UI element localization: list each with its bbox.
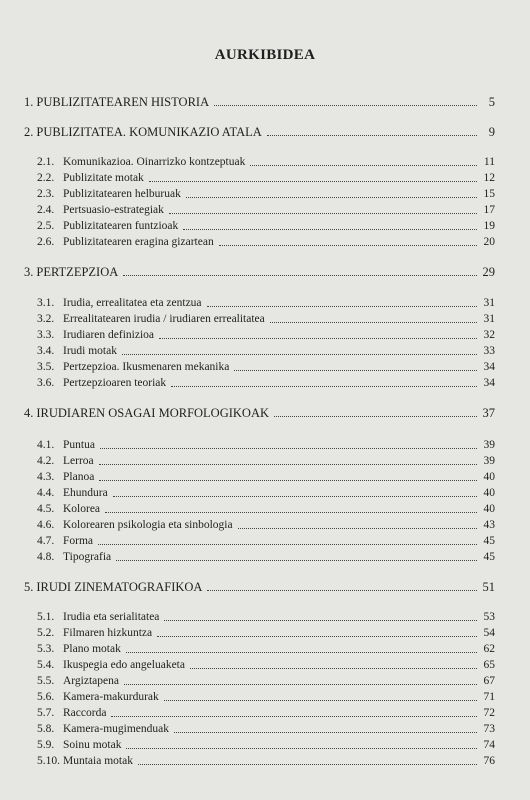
entry-number: 2.4.: [37, 204, 55, 216]
entry-title: Ikuspegia edo angeluaketa: [63, 659, 185, 671]
entry-page-number: 33: [483, 345, 495, 357]
toc-section-entry: [37, 438, 495, 452]
entry-number: 4.6.: [37, 519, 55, 531]
entry-page-number: 45: [483, 535, 495, 547]
entry-page-number: 73: [483, 723, 495, 735]
page-title: AURKIBIDEA: [214, 47, 316, 63]
toc-section-entry: [37, 674, 495, 688]
toc-section-entry: [37, 518, 495, 532]
entry-number: 3.5.: [37, 361, 55, 373]
entry-number: 5.3.: [37, 643, 55, 655]
entry-page-number: 62: [483, 643, 495, 655]
entry-title: Publizitatearen funtzioak: [63, 220, 179, 232]
entry-number: 5.4.: [37, 659, 55, 671]
dot-leader: [238, 527, 477, 529]
toc-section-entry: [37, 626, 495, 640]
entry-number: 3.4.: [37, 345, 55, 357]
entry-page-number: 51: [482, 580, 495, 594]
entry-number: 4.1.: [37, 439, 55, 451]
entry-number: 2.1.: [37, 156, 55, 168]
toc-section-entry: [37, 376, 495, 390]
entry-number: 2.: [24, 125, 34, 139]
dot-leader: [164, 619, 477, 621]
dot-leader: [123, 274, 477, 276]
entry-title: Forma: [63, 535, 94, 547]
toc-section-entry: [37, 187, 495, 201]
dot-leader: [157, 635, 477, 637]
dot-leader: [164, 699, 477, 701]
entry-title: PUBLIZITATEAREN HISTORIA: [36, 95, 210, 109]
dot-leader: [186, 196, 477, 198]
entry-page-number: 32: [483, 329, 495, 341]
entry-title: Irudia eta serialitatea: [63, 611, 160, 623]
entry-title: Filmaren hizkuntza: [63, 627, 153, 639]
entry-page-number: 74: [483, 739, 495, 751]
entry-page-number: 40: [483, 503, 495, 515]
dot-leader: [111, 715, 477, 717]
entry-number: 3.: [24, 265, 34, 279]
dot-leader: [183, 228, 477, 230]
entry-number: 4.5.: [37, 503, 55, 515]
toc-chapter-entry: [24, 125, 495, 139]
entry-number: 4.3.: [37, 471, 55, 483]
toc-section-entry: [37, 235, 495, 249]
toc-section-entry: [37, 754, 495, 768]
entry-number: 3.3.: [37, 329, 55, 341]
dot-leader: [267, 134, 477, 136]
entry-number: 4.7.: [37, 535, 55, 547]
dot-leader: [159, 337, 477, 339]
entry-title: Pertzepzioaren teoriak: [63, 377, 167, 389]
entry-title: IRUDIAREN OSAGAI MORFOLOGIKOAK: [36, 406, 270, 420]
entry-page-number: 34: [483, 377, 495, 389]
dot-leader: [100, 447, 477, 449]
entry-title: Publizitate motak: [63, 172, 144, 184]
entry-title: Kolorea: [63, 503, 101, 515]
dot-leader: [169, 212, 477, 214]
entry-number: 5.10.: [37, 755, 60, 767]
toc-section-entry: [37, 610, 495, 624]
entry-number: 5.9.: [37, 739, 55, 751]
entry-title: Puntua: [63, 439, 95, 451]
entry-title: Irudi motak: [63, 345, 117, 357]
toc-section-entry: [37, 738, 495, 752]
entry-title: Kamera-makurdurak: [63, 691, 159, 703]
entry-number: 5.1.: [37, 611, 55, 623]
dot-leader: [174, 731, 477, 733]
toc-section-entry: [37, 219, 495, 233]
entry-title: Muntaia motak: [63, 755, 133, 767]
toc-section-entry: [37, 722, 495, 736]
dot-leader: [116, 559, 477, 561]
entry-number: 3.1.: [37, 297, 55, 309]
toc-section-entry: [37, 534, 495, 548]
entry-page-number: 9: [488, 125, 495, 139]
toc-chapter-entry: [24, 265, 495, 279]
entry-page-number: 37: [482, 406, 495, 420]
toc-chapter-entry: [24, 406, 495, 420]
toc-section-entry: [37, 486, 495, 500]
entry-number: 2.3.: [37, 188, 55, 200]
entry-number: 5.2.: [37, 627, 55, 639]
dot-leader: [113, 495, 477, 497]
toc-section-entry: [37, 171, 495, 185]
entry-page-number: 17: [483, 204, 495, 216]
dot-leader: [99, 479, 477, 481]
entry-number: 3.2.: [37, 313, 55, 325]
toc-section-entry: [37, 706, 495, 720]
entry-title: Raccorda: [63, 707, 107, 719]
entry-page-number: 43: [483, 519, 495, 531]
entry-title: IRUDI ZINEMATOGRAFIKOA: [36, 580, 203, 594]
toc-section-entry: [37, 203, 495, 217]
entry-page-number: 15: [483, 188, 495, 200]
dot-leader: [207, 589, 477, 591]
entry-title: PERTZEPZIOA: [36, 265, 119, 279]
entry-title: Kamera-mugimenduak: [63, 723, 170, 735]
toc-section-entry: [37, 328, 495, 342]
toc-section-entry: [37, 642, 495, 656]
toc-section-entry: [37, 296, 495, 310]
entry-page-number: 76: [483, 755, 495, 767]
dot-leader: [274, 415, 477, 417]
entry-page-number: 67: [483, 675, 495, 687]
toc-section-entry: [37, 312, 495, 326]
toc-section-entry: [37, 360, 495, 374]
toc-section-entry: [37, 155, 495, 169]
entry-page-number: 72: [483, 707, 495, 719]
toc-section-entry: [37, 344, 495, 358]
entry-page-number: 53: [483, 611, 495, 623]
entry-title: Soinu motak: [63, 739, 122, 751]
entry-page-number: 11: [483, 156, 495, 168]
entry-number: 4.: [24, 406, 34, 420]
entry-number: 1.: [24, 95, 34, 109]
toc-section-entry: [37, 690, 495, 704]
toc-chapter-entry: [24, 95, 495, 109]
entry-page-number: 39: [483, 455, 495, 467]
entry-number: 5.8.: [37, 723, 55, 735]
entry-title: Pertzepzioa. Ikusmenaren mekanika: [63, 361, 230, 373]
dot-leader: [99, 463, 477, 465]
entry-title: Planoa: [63, 471, 95, 483]
entry-title: Argiztapena: [63, 675, 119, 687]
entry-title: Pertsuasio-estrategiak: [63, 204, 164, 216]
entry-number: 4.2.: [37, 455, 55, 467]
toc-section-entry: [37, 502, 495, 516]
entry-number: 3.6.: [37, 377, 55, 389]
entry-number: 5.6.: [37, 691, 55, 703]
dot-leader: [214, 104, 477, 106]
entry-title: PUBLIZITATEA. KOMUNIKAZIO ATALA: [36, 125, 262, 139]
dot-leader: [138, 763, 477, 765]
dot-leader: [126, 651, 477, 653]
entry-title: Publizitatearen helburuak: [63, 188, 181, 200]
dot-leader: [105, 511, 477, 513]
entry-page-number: 45: [483, 551, 495, 563]
dot-leader: [250, 164, 477, 166]
entry-page-number: 29: [482, 265, 495, 279]
toc-section-entry: [37, 550, 495, 564]
entry-page-number: 31: [483, 313, 495, 325]
entry-number: 5.5.: [37, 675, 55, 687]
entry-title: Irudiaren definizioa: [63, 329, 154, 341]
entry-page-number: 34: [483, 361, 495, 373]
entry-page-number: 40: [483, 487, 495, 499]
entry-title: Errealitatearen irudia / irudiaren errealitatea: [63, 313, 265, 325]
entry-title: Kolorearen psikologia eta sinbologia: [63, 519, 233, 531]
entry-page-number: 12: [483, 172, 495, 184]
dot-leader: [126, 747, 477, 749]
dot-leader: [149, 180, 477, 182]
entry-title: Lerroa: [63, 455, 94, 467]
entry-number: 5.: [24, 580, 34, 594]
entry-page-number: 40: [483, 471, 495, 483]
dot-leader: [122, 353, 477, 355]
toc-section-entry: [37, 658, 495, 672]
dot-leader: [171, 385, 477, 387]
entry-number: 4.8.: [37, 551, 55, 563]
entry-number: 4.4.: [37, 487, 55, 499]
entry-title: Plano motak: [63, 643, 121, 655]
entry-page-number: 19: [483, 220, 495, 232]
dot-leader: [219, 244, 477, 246]
toc-chapter-entry: [24, 580, 495, 594]
toc-section-entry: [37, 470, 495, 484]
entry-title: Irudia, errealitatea eta zentzua: [63, 297, 202, 309]
dot-leader: [124, 683, 477, 685]
entry-number: 5.7.: [37, 707, 55, 719]
dot-leader: [207, 305, 477, 307]
entry-page-number: 5: [488, 95, 495, 109]
entry-page-number: 39: [483, 439, 495, 451]
entry-title: Komunikazioa. Oinarrizko kontzeptuak: [63, 156, 246, 168]
entry-number: 2.5.: [37, 220, 55, 232]
entry-title: Publizitatearen eragina gizartean: [63, 236, 214, 248]
entry-page-number: 54: [483, 627, 495, 639]
dot-leader: [270, 321, 477, 323]
toc-section-entry: [37, 454, 495, 468]
entry-number: 2.2.: [37, 172, 55, 184]
entry-title: Ehundura: [63, 487, 108, 499]
entry-number: 2.6.: [37, 236, 55, 248]
entry-title: Tipografia: [63, 551, 112, 563]
dot-leader: [190, 667, 477, 669]
dot-leader: [98, 543, 477, 545]
entry-page-number: 65: [483, 659, 495, 671]
entry-page-number: 71: [483, 691, 495, 703]
dot-leader: [234, 369, 477, 371]
entry-page-number: 20: [483, 236, 495, 248]
entry-page-number: 31: [483, 297, 495, 309]
